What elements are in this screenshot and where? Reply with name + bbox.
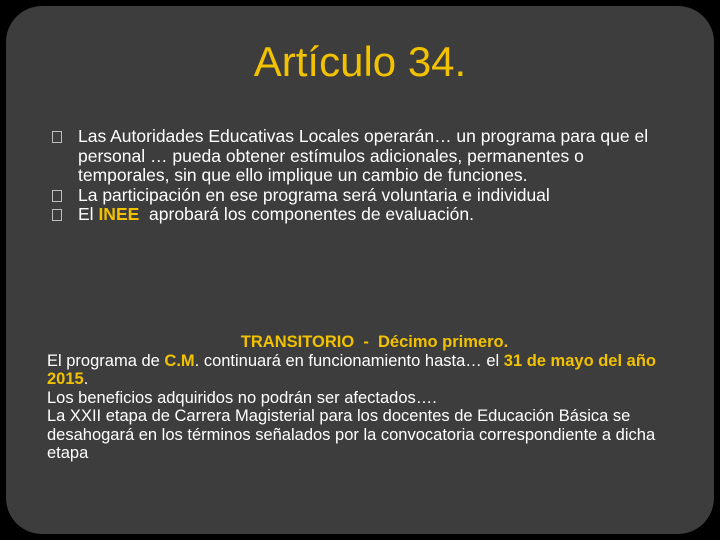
line1-end: .	[83, 370, 89, 388]
bullet-text: La participación en ese programa será voluntaria e individual	[78, 184, 550, 205]
date-highlight: 31 de mayo del año 2015	[47, 351, 656, 388]
bullet-text-pre: El	[78, 204, 99, 224]
transitorio-line-1	[47, 352, 662, 389]
empty-square-bullet-icon	[52, 209, 62, 221]
bullet-list	[52, 127, 672, 225]
bullet-item	[52, 205, 672, 225]
transitorio-block	[47, 333, 662, 463]
inee-highlight: INEE	[98, 204, 140, 224]
transitorio-line-2: Los beneficios adquiridos no podrán ser afectados….	[47, 388, 437, 407]
transitorio-line-3: La XXII etapa de Carrera Magisterial para los docentes de Educación Básica se desahogará en los términos señalados por la convocatoria correspondiente a dicha etapa	[47, 407, 656, 462]
empty-square-bullet-icon	[52, 131, 62, 143]
cm-highlight: C.M	[164, 351, 195, 370]
empty-square-bullet-icon	[52, 190, 62, 202]
bullet-item	[52, 186, 672, 206]
line1-pre: El programa de	[47, 351, 165, 370]
transitorio-heading: TRANSITORIO - Décimo primero.	[240, 333, 509, 351]
bullet-text: Las Autoridades Educativas Locales operarán… un programa para que el personal … pueda obtener estímulos adicionales, permanentes o temporales, sin que ello implique un cambio de funciones.	[78, 126, 649, 185]
slide-title: Artículo 34.	[253, 38, 467, 85]
bullet-item	[52, 127, 672, 186]
line1-mid: . continuará en funcionamiento hasta… el	[194, 351, 504, 370]
bullet-text-post: aprobará los componentes de evaluación.	[139, 204, 474, 224]
